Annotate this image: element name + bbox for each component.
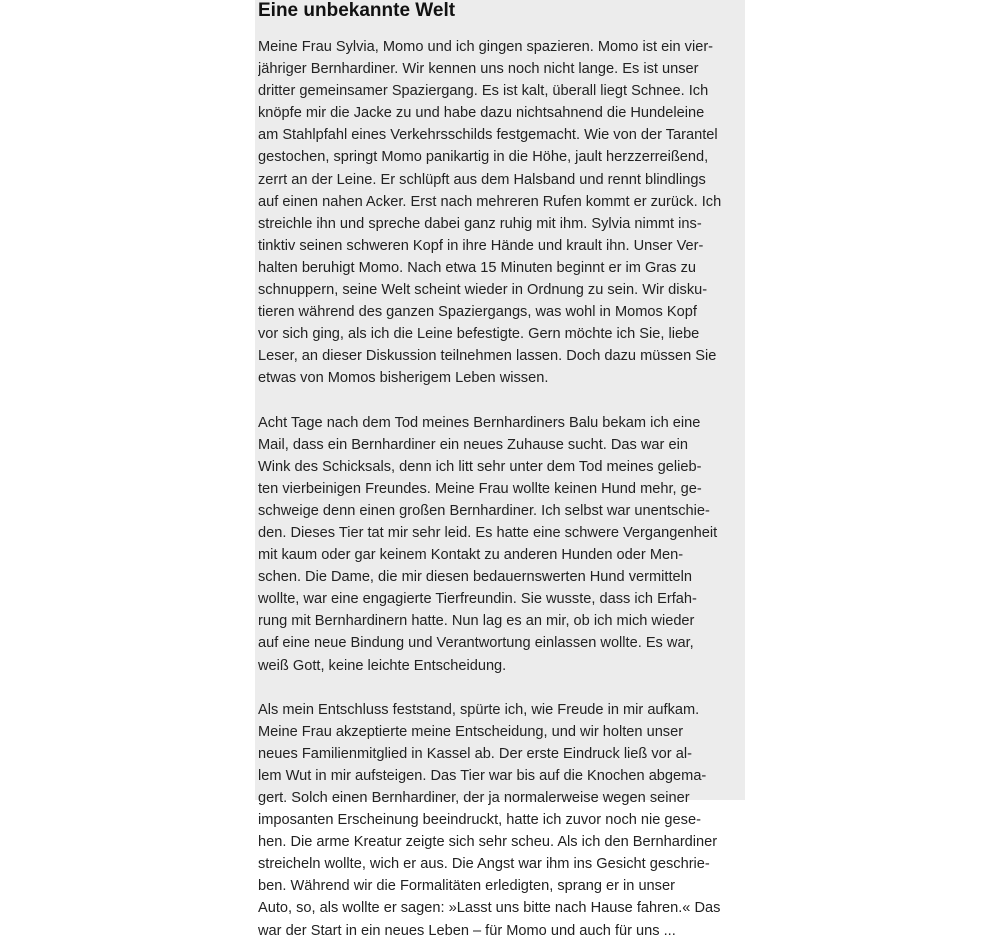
text-line: halten beruhigt Momo. Nach etwa 15 Minuten beginnt er im Gras zu (258, 259, 697, 276)
text-line: weiß Gott, keine leichte Entscheidung. (258, 657, 507, 674)
text-line: knöpfe mir die Jacke zu und habe dazu nichtsahnend die Hundeleine (258, 105, 705, 122)
paragraph-3 (258, 699, 742, 942)
document-page (255, 0, 745, 939)
text-line: vor sich ging, als ich die Leine befestigte. Gern möchte ich Sie, liebe (258, 326, 700, 343)
text-line: gestochen, springt Momo panikartig in die Höhe, jault herzzerreißend, (258, 149, 709, 166)
text-line: Auto, so, als wollte er sagen: »Lasst uns bitte nach Hause fahren.« Das (258, 900, 721, 917)
text-line: imposanten Erscheinung beeindruckt, hatte ich zuvor noch nie gese- (258, 812, 701, 829)
text-line: wollte, war eine engagierte Tierfreundin. Sie wusste, dass ich Erfah- (258, 591, 697, 608)
text-line: ben. Während wir die Formalitäten erledigten, sprang er in unser (258, 878, 675, 895)
text-line: Wink des Schicksals, denn ich litt sehr unter dem Tod meines gelieb- (258, 458, 702, 475)
text-line: schnuppern, seine Welt scheint wieder in Ordnung zu sein. Wir disku- (258, 282, 708, 299)
text-line: tieren während des ganzen Spaziergangs, was wohl in Momos Kopf (258, 304, 697, 321)
text-line: zerrt an der Leine. Er schlüpft aus dem Halsband und rennt blindlings (258, 171, 706, 188)
text-line: war der Start in ein neues Leben – für Momo und auch für uns ... (258, 922, 676, 939)
text-line: Acht Tage nach dem Tod meines Bernhardiners Balu bekam ich eine (258, 414, 701, 431)
text-line: jähriger Bernhardiner. Wir kennen uns noch nicht lange. Es ist unser (258, 61, 699, 78)
text-line: Meine Frau Sylvia, Momo und ich gingen spazieren. Momo ist ein vier- (258, 39, 714, 55)
text-line: gert. Solch einen Bernhardiner, der ja normalerweise wegen seiner (258, 790, 690, 806)
text-line: schweige denn einen großen Bernhardiner. Ich selbst war unentschie- (258, 502, 710, 519)
text-line: streicheln wollte, wich er aus. Die Angst war ihm ins Gesicht geschrie- (258, 856, 710, 873)
text-line: lem Wut in mir aufsteigen. Das Tier war bis auf die Knochen abgema- (258, 767, 707, 784)
text-line: mit kaum oder gar keinem Kontakt zu anderen Hunden oder Men- (258, 547, 684, 564)
text-line: ten vierbeinigen Freundes. Meine Frau wollte keinen Hund mehr, ge- (258, 480, 702, 497)
text-line: tinktiv seinen schweren Kopf in ihre Hände und krault ihn. Unser Ver- (258, 237, 704, 254)
text-line: am Stahlpfahl eines Verkehrsschilds festgemacht. Wie von der Tarantel (258, 127, 718, 144)
text-line: Meine Frau akzeptierte meine Entscheidung, und wir holten unser (258, 723, 684, 740)
text-line: Mail, dass ein Bernhardiner ein neues Zuhause sucht. Das war ein (258, 436, 688, 453)
text-line: auf eine neue Bindung und Verantwortung einlassen wollte. Es war, (258, 635, 694, 652)
text-line: Leser, an dieser Diskussion teilnehmen lassen. Doch dazu müssen Sie (258, 348, 717, 365)
text-line: auf einen nahen Acker. Erst nach mehreren Rufen kommt er zurück. Ich (258, 193, 722, 210)
text-line: streichle ihn und spreche dabei ganz ruhig mit ihm. Sylvia nimmt ins- (258, 215, 702, 232)
text-line: neues Familienmitglied in Kassel ab. Der erste Eindruck ließ vor al- (258, 745, 692, 762)
text-line: Als mein Entschluss feststand, spürte ich, wie Freude in mir aufkam. (258, 701, 700, 718)
text-line: den. Dieses Tier tat mir sehr leid. Es hatte eine schwere Vergangenheit (258, 524, 718, 541)
text-line: etwas von Momos bisherigem Leben wissen. (258, 370, 549, 387)
text-line: hen. Die arme Kreatur zeigte sich sehr scheu. Als ich den Bernhardiner (258, 834, 718, 851)
document-body (258, 36, 742, 942)
text-line: dritter gemeinsamer Spaziergang. Es ist kalt, überall liegt Schnee. Ich (258, 83, 709, 100)
paragraph-2 (258, 412, 742, 677)
page-title: Eine unbekannte Welt (258, 0, 456, 21)
text-line: rung mit Bernhardinern hatte. Nun lag es an mir, ob ich mich wieder (258, 613, 695, 630)
paragraph-1 (258, 36, 742, 390)
text-line: schen. Die Dame, die mir diesen bedauernswerten Hund vermitteln (258, 569, 692, 586)
